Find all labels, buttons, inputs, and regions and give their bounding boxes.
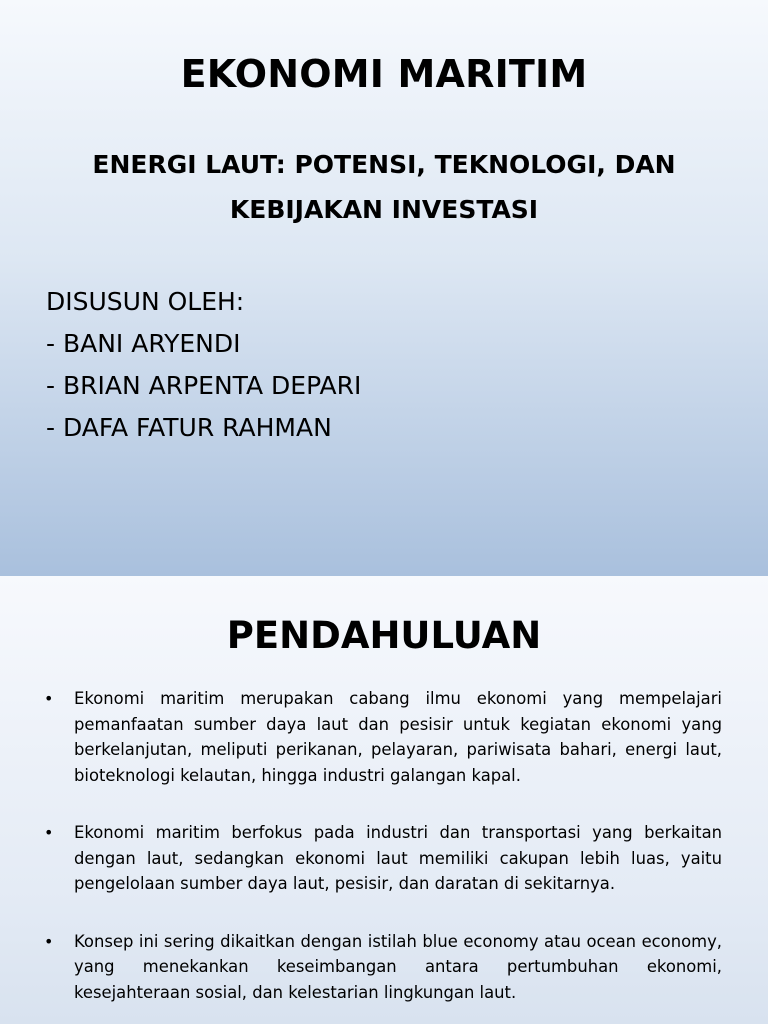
author-name: - BRIAN ARPENTA DEPARI: [46, 371, 362, 400]
bullet-icon: •: [44, 931, 54, 951]
authors-block: [46, 281, 646, 449]
list-item: [44, 686, 722, 788]
bullet-text: Ekonomi maritim merupakan cabang ilmu ekonomi yang mempelajari pemanfaatan sumber daya laut dan pesisir untuk kegiatan ekonomi yang berkelanjutan, meliputi perikanan, pelayaran, pariwisata bahari, energi laut, bioteknologi kelautan, hingga industri galangan kapal.: [74, 689, 722, 785]
list-item: [44, 929, 722, 1006]
bullet-icon: •: [44, 689, 54, 708]
bullet-text: Ekonomi maritim berfokus pada industri dan transportasi yang berkaitan dengan laut, sedangkan ekonomi laut memiliki cakupan lebih luas, yaitu pengelolaan sumber daya laut, pesisir, dan daratan di sekitarnya.: [74, 823, 722, 893]
list-item: [44, 820, 722, 897]
bullet-icon: •: [44, 823, 54, 842]
subtitle-line-2: KEBIJAKAN INVESTASI: [229, 195, 539, 224]
bullet-list: [44, 686, 722, 1024]
author-name: - DAFA FATUR RAHMAN: [46, 413, 332, 442]
slide-title: EKONOMI MARITIM: [180, 52, 588, 96]
bullet-text: Konsep ini sering dikaitkan dengan istilah blue economy atau ocean economy, yang menekankan keseimbangan antara pertumbuhan ekonomi, kesejahteraan sosial, dan kelestarian lingkungan laut.: [74, 931, 722, 1002]
authors-label: DISUSUN OLEH:: [46, 287, 245, 316]
introduction-slide: [0, 576, 768, 1024]
section-title: PENDAHULUAN: [226, 614, 542, 657]
author-name: - BANI ARYENDI: [46, 329, 241, 358]
subtitle-line-1: ENERGI LAUT: POTENSI, TEKNOLOGI, DAN: [92, 150, 676, 179]
slide-subtitle: [60, 142, 708, 232]
